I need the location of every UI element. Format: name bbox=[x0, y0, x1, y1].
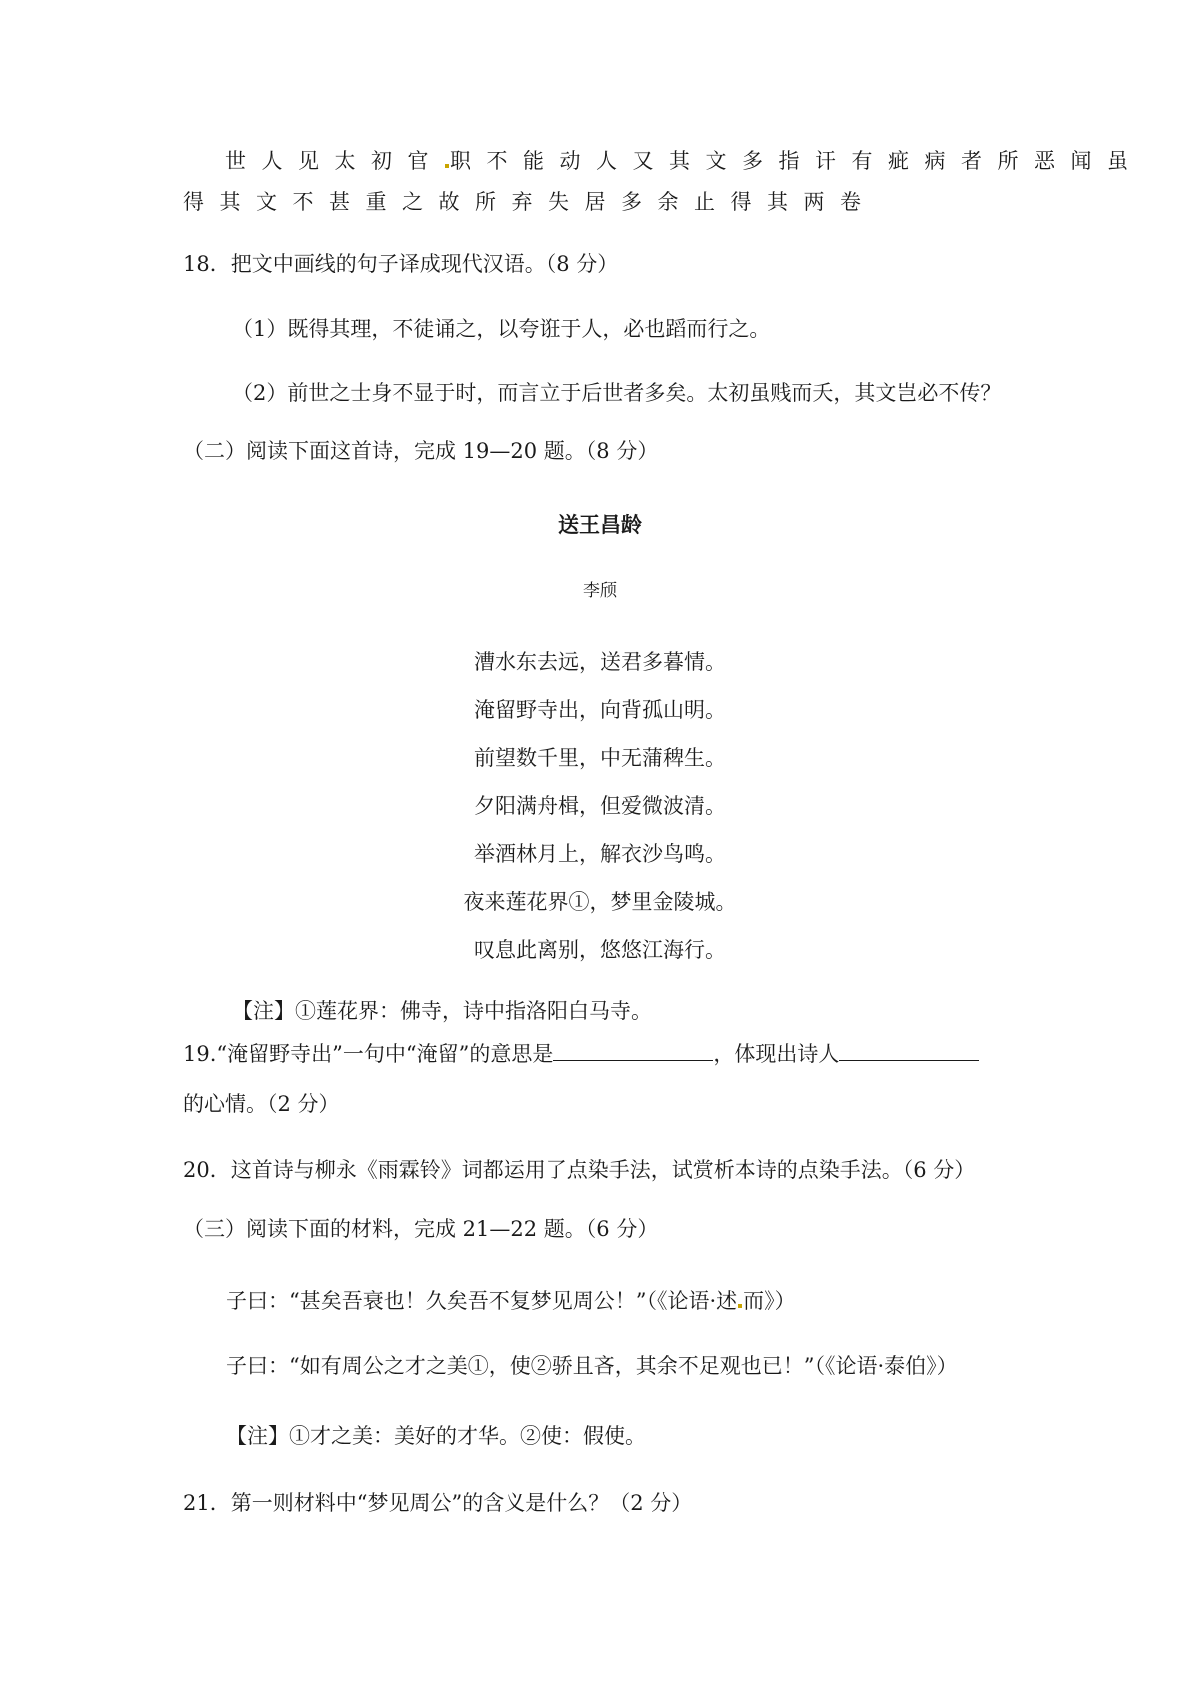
passage-line-2: 得其文不甚重之故所弃失居多余止得其两卷 bbox=[183, 190, 877, 214]
passage-line-1-start: 世人见太初官 bbox=[225, 149, 444, 173]
poem-author: 李颀 bbox=[583, 581, 617, 601]
question-18-stem: 18．把文中画线的句子译成现代汉语。（8 分） bbox=[183, 252, 619, 276]
section-2-header: （二）阅读下面这首诗，完成 19—20 题。（8 分） bbox=[183, 439, 659, 463]
poem-line: 淹留野寺出，向背孤山明。 bbox=[474, 698, 726, 722]
quote-1-start: 子曰：“甚矣吾衰也！久矣吾不复梦见周公！”（《论语·述 bbox=[226, 1289, 738, 1313]
question-21-stem: 21．第一则材料中“梦见周公”的含义是什么？（2 分） bbox=[183, 1491, 693, 1515]
question-19-continued: 的心情。（2 分） bbox=[183, 1092, 340, 1116]
poem-line: 夜来莲花界①，梦里金陵城。 bbox=[463, 890, 737, 914]
question-20-stem: 20．这首诗与柳永《雨霖铃》词都运用了点染手法，试赏析本诗的点染手法。（6 分） bbox=[183, 1158, 976, 1182]
passage-line-1 bbox=[225, 146, 1144, 176]
quote-note: 【注】①才之美：美好的才华。②使：假使。 bbox=[226, 1424, 646, 1448]
question-19-text-a: 19.“淹留野寺出”一句中“淹留”的意思是 bbox=[183, 1042, 554, 1066]
poem-line: 前望数千里，中无蒲稗生。 bbox=[474, 746, 726, 770]
quote-1 bbox=[226, 1286, 796, 1316]
question-19-text-b: ，体现出诗人 bbox=[713, 1042, 840, 1066]
punctuation-mark bbox=[445, 164, 449, 168]
question-18-item-1: （1）既得其理，不徒诵之，以夸诳于人，必也蹈而行之。 bbox=[232, 317, 771, 341]
poem-line: 漕水东去远，送君多暮情。 bbox=[474, 650, 726, 674]
poem-line: 叹息此离别，悠悠江海行。 bbox=[474, 938, 726, 962]
poem-line: 夕阳满舟楫，但爱微波清。 bbox=[474, 794, 726, 818]
section-3-header: （三）阅读下面的材料，完成 21—22 题。（6 分） bbox=[183, 1217, 659, 1241]
passage-line-1-end: 职不能动人又其文多指讦有疵病者所恶闻虽 bbox=[450, 149, 1144, 173]
punctuation-mark bbox=[738, 1304, 742, 1308]
question-18-item-2: （2）前世之士身不显于时，而言立于后世者多矣。太初虽贱而夭，其文岂必不传？ bbox=[232, 381, 1002, 405]
answer-blank-1[interactable] bbox=[553, 1038, 713, 1061]
poem-note: 【注】①莲花界：佛寺，诗中指洛阳白马寺。 bbox=[232, 999, 652, 1023]
answer-blank-2[interactable] bbox=[839, 1038, 979, 1061]
poem-title: 送王昌龄 bbox=[558, 512, 642, 537]
quote-1-end: 而》） bbox=[743, 1289, 796, 1313]
question-19 bbox=[183, 1038, 979, 1069]
poem-line: 举酒林月上，解衣沙鸟鸣。 bbox=[474, 842, 726, 866]
quote-2: 子曰：“如有周公之才之美①，使②骄且吝，其余不足观也已！”（《论语·泰伯》） bbox=[226, 1354, 958, 1378]
